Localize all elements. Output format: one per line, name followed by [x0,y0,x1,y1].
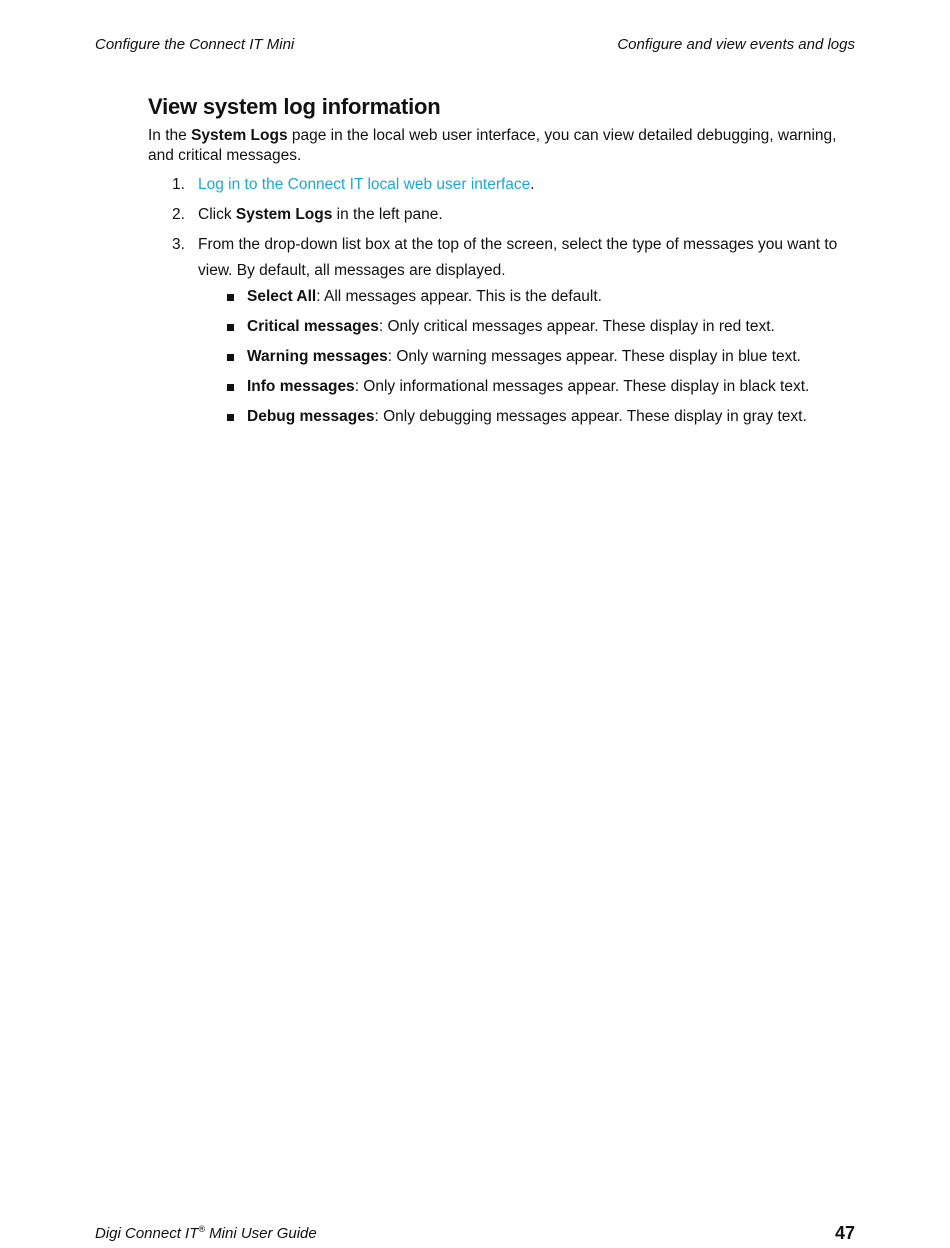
bullet-term: Info messages [247,378,355,395]
step-bold-term: System Logs [235,206,333,223]
list-item [198,344,858,370]
list-item [198,374,858,400]
square-bullet-icon [227,384,234,391]
intro-bold-term: System Logs [191,127,288,144]
step-text: From the drop-down list box at the top of the screen, select the type of messages you want to view. By default, all messages are displayed. [198,236,838,279]
step-number: 3. [172,236,185,253]
step-suffix: in the left pane. [332,206,443,223]
bullet-text: : Only debugging messages appear. These display in gray text. [374,408,807,425]
header-chapter-title: Configure the Connect IT Mini [95,36,295,53]
page-number: 47 [834,1223,855,1243]
square-bullet-icon [227,414,234,421]
bullet-text: : Only informational messages appear. These display in black text. [354,378,810,395]
footer-guide-suffix: Mini User Guide [205,1225,317,1242]
step-prefix: Click [198,206,236,223]
bullet-text: : Only warning messages appear. These display in blue text. [387,348,801,365]
step-item [148,232,858,430]
step-item [148,202,858,228]
section-title: View system log information [148,94,441,119]
intro-suffix: page in the local web user interface, you can view detailed debugging, warning, and critical messages. [148,127,837,164]
list-item [198,404,858,430]
login-link[interactable]: Log in to the Connect IT local web user interface [198,176,531,193]
running-header [95,36,855,56]
intro-paragraph [148,126,858,166]
square-bullet-icon [227,354,234,361]
message-types-list [198,284,858,430]
step-item [148,172,858,198]
step-suffix: . [530,176,535,193]
square-bullet-icon [227,294,234,301]
step-number: 2. [172,206,185,223]
step-number: 1. [172,176,185,193]
square-bullet-icon [227,324,234,331]
header-section-title: Configure and view events and logs [617,36,855,53]
bullet-term: Debug messages [247,408,375,425]
running-footer [95,1224,855,1248]
list-item [198,284,858,310]
registered-mark: ® [198,1224,206,1234]
main-content [148,92,858,434]
bullet-text: : All messages appear. This is the default. [316,288,602,305]
footer-guide-prefix: Digi Connect IT [95,1225,199,1242]
bullet-term: Warning messages [247,348,388,365]
bullet-term: Critical messages [247,318,379,335]
bullet-text: : Only critical messages appear. These display in red text. [378,318,775,335]
list-item [198,314,858,340]
steps-list [148,172,858,430]
footer-guide-title [95,1224,317,1242]
bullet-term: Select All [247,288,317,305]
intro-prefix: In the [148,127,192,144]
